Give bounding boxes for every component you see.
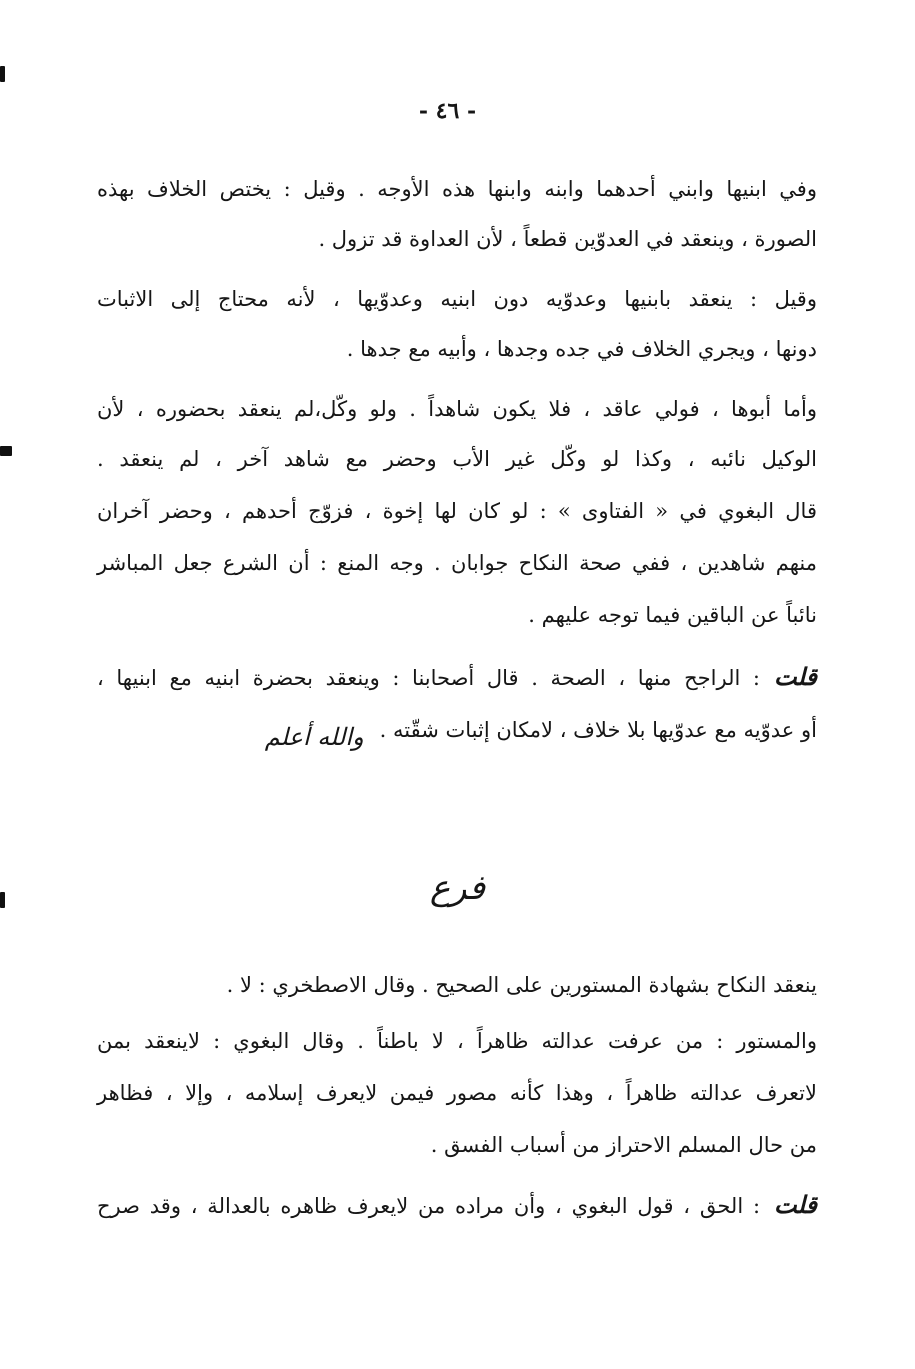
qult-label: قلت <box>774 1190 817 1219</box>
qult-label: قلت <box>774 662 817 691</box>
text-line: والمستور : من عرفت عدالته ظاهراً ، لا باطناً . وقال البغوي : لاينعقد بمن <box>97 1029 817 1053</box>
text-line: نائباً عن الباقين فيما توجه عليهم . <box>528 603 817 627</box>
qult-paragraph-line <box>97 660 817 695</box>
text-span: أو عدوّيه مع عدوّيها بلا خلاف ، لامكان إثبات شقّته . <box>379 718 817 742</box>
text-line: وأما أبوها ، فولي عاقد ، فلا يكون شاهداً . ولو وكّل،لم ينعقد بحضوره ، لأن <box>97 397 817 421</box>
text-line: الوكيل نائبه ، وكذا لو وكّل غير الأب وحضر مع شاهد آخر ، لم ينعقد . <box>97 447 817 471</box>
text-line: قال البغوي في « الفتاوى » : لو كان لها إخوة ، فزوّج أحدهم ، وحضر آخران <box>97 499 817 523</box>
text-span: : الحق ، قول البغوي ، وأن مراده من لايعرف ظاهره بالعدالة ، وقد صرح <box>97 1194 761 1218</box>
text-line: ينعقد النكاح بشهادة المستورين على الصحيح . وقال الاصطخري : لا . <box>226 973 817 997</box>
text-line: من حال المسلم الاحتراز من أسباب الفسق . <box>430 1133 817 1157</box>
text-line: منهم شاهدين ، ففي صحة النكاح جوابان . وجه المنع : أن الشرع جعل المباشر <box>97 551 817 575</box>
text-line: دونها ، ويجري الخلاف في جده وجدها ، وأبيه مع جدها . <box>346 337 817 361</box>
text-line: وفي ابنيها وابني أحدهما وابنه وابنها هذه الأوجه . وقيل : يختص الخلاف بهذه <box>97 177 817 201</box>
closing-formula: والله أعلم <box>264 723 364 751</box>
page-number: - ٤٦ - <box>418 98 477 124</box>
text-line: وقيل : ينعقد بابنيها وعدوّيه دون ابنيه وعدوّيها ، لأنه محتاج إلى الاثبات <box>97 287 817 311</box>
text-line: الصورة ، وينعقد في العدوّين قطعاً ، لأن العداوة قد تزول . <box>318 227 817 251</box>
qult-paragraph-line <box>97 712 817 751</box>
text-span: : الراجح منها ، الصحة . قال أصحابنا : وينعقد بحضرة ابنيه مع ابنيها ، <box>97 666 761 690</box>
text-line: لاتعرف عدالته ظاهراً ، وهذا كأنه مصور فيمن لايعرف إسلامه ، وإلا ، فظاهر <box>97 1081 817 1105</box>
scan-edge-mark <box>0 66 5 82</box>
qult-paragraph-line <box>97 1188 817 1223</box>
section-heading: فرع <box>429 868 486 908</box>
scan-edge-mark <box>0 446 12 456</box>
